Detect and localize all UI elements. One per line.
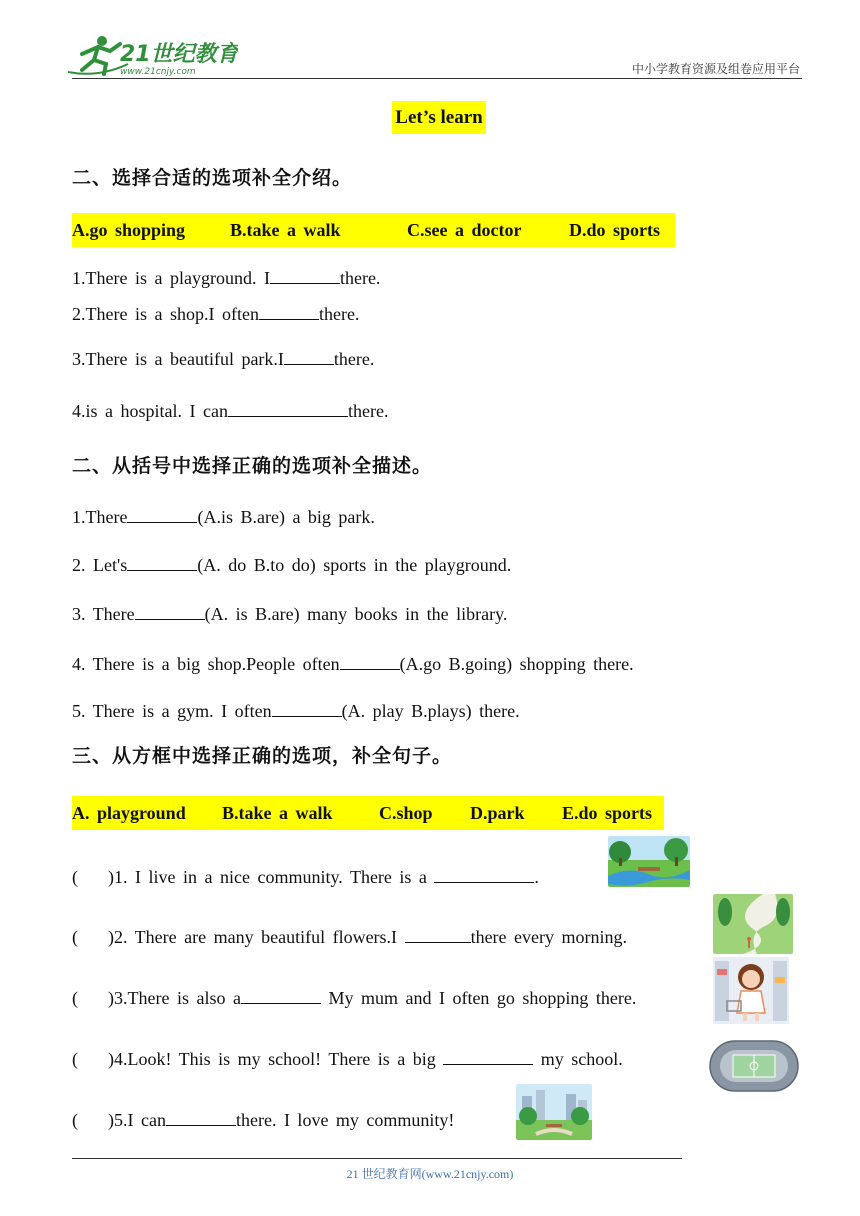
city-park-picture [516, 1084, 592, 1140]
footer-text: 21 世纪教育网(www.21cnjy.com) [346, 1167, 514, 1181]
site-logo [68, 34, 238, 78]
answer-blank[interactable] [259, 301, 319, 320]
s2-question-3: 3. There (A. is B.are) many books in the library. [72, 601, 507, 625]
playground-track-picture [709, 1040, 799, 1092]
option-a: A. playground [72, 803, 186, 823]
option-e: E.do sports [562, 803, 653, 823]
runner-logo-icon [68, 34, 238, 78]
option-d: D.park [470, 803, 525, 823]
svg-text:21世纪教育: 21世纪教育 [120, 42, 238, 67]
answer-blank[interactable] [127, 552, 197, 571]
s2-question-2: 2. Let's (A. do B.to do) sports in the playground. [72, 552, 511, 576]
page-title: Let’s learn [392, 101, 486, 134]
footer-divider [72, 1158, 682, 1159]
shopping-girl-picture [713, 957, 789, 1024]
section3-heading: 三、从方框中选择正确的选项，补全句子。 [72, 745, 453, 767]
answer-paren[interactable] [78, 925, 108, 943]
answer-paren[interactable] [78, 1047, 108, 1065]
s3-question-2: ( )2. There are many beautiful flowers.I there every morning. [72, 924, 627, 948]
answer-paren[interactable] [78, 865, 108, 883]
answer-blank[interactable] [135, 601, 205, 620]
answer-blank[interactable] [340, 651, 400, 670]
option-b: B.take a walk [230, 220, 341, 240]
s2-question-4: 4. There is a big shop.People often (A.go B.going) shopping there. [72, 651, 634, 675]
s3-question-5: ( )5.I can there. I love my community! [72, 1107, 454, 1131]
s2-question-5: 5. There is a gym. I often (A. play B.plays) there. [72, 698, 520, 722]
option-d: D.do sports [569, 220, 661, 240]
park-picture [608, 836, 690, 887]
walking-path-picture [713, 894, 793, 954]
section3-options-box [72, 796, 664, 830]
answer-blank[interactable] [270, 265, 340, 284]
s2-question-1: 1.There (A.is B.are) a big park. [72, 504, 375, 528]
s3-question-1: ( )1. I live in a nice community. There is a . [72, 864, 539, 888]
option-c: C.see a doctor [407, 220, 522, 240]
answer-paren[interactable] [78, 1108, 108, 1126]
section1-options-box [72, 213, 675, 247]
header-divider [72, 78, 802, 79]
answer-blank[interactable] [434, 864, 534, 883]
section2-heading: 二、从括号中选择正确的选项补全描述。 [72, 455, 433, 477]
platform-name: 中小学教育资源及组卷应用平台 [631, 62, 800, 76]
answer-blank[interactable] [284, 346, 334, 365]
svg-text:www.21cnjy.com: www.21cnjy.com [120, 67, 196, 77]
s3-question-4: ( )4.Look! This is my school! There is a big my school. [72, 1046, 623, 1070]
option-c: C.shop [379, 803, 433, 823]
section1-heading: 二、选择合适的选项补全介绍。 [72, 167, 353, 189]
answer-blank[interactable] [272, 698, 342, 717]
answer-blank[interactable] [405, 924, 471, 943]
answer-blank[interactable] [241, 985, 321, 1004]
answer-blank[interactable] [443, 1046, 533, 1065]
option-a: A.go shopping [72, 220, 186, 240]
s3-question-3: ( )3.There is also a My mum and I often go shopping there. [72, 985, 636, 1009]
answer-paren[interactable] [78, 986, 108, 1004]
s1-question-4: 4.is a hospital. I can there. [72, 398, 388, 422]
answer-blank[interactable] [127, 504, 197, 523]
option-b: B.take a walk [222, 803, 333, 823]
s1-question-3: 3.There is a beautiful park.I there. [72, 346, 374, 370]
s1-question-1: 1.There is a playground. I there. [72, 265, 380, 289]
answer-blank[interactable] [166, 1107, 236, 1126]
s1-question-2: 2.There is a shop.I often there. [72, 301, 359, 325]
answer-blank[interactable] [228, 398, 348, 417]
